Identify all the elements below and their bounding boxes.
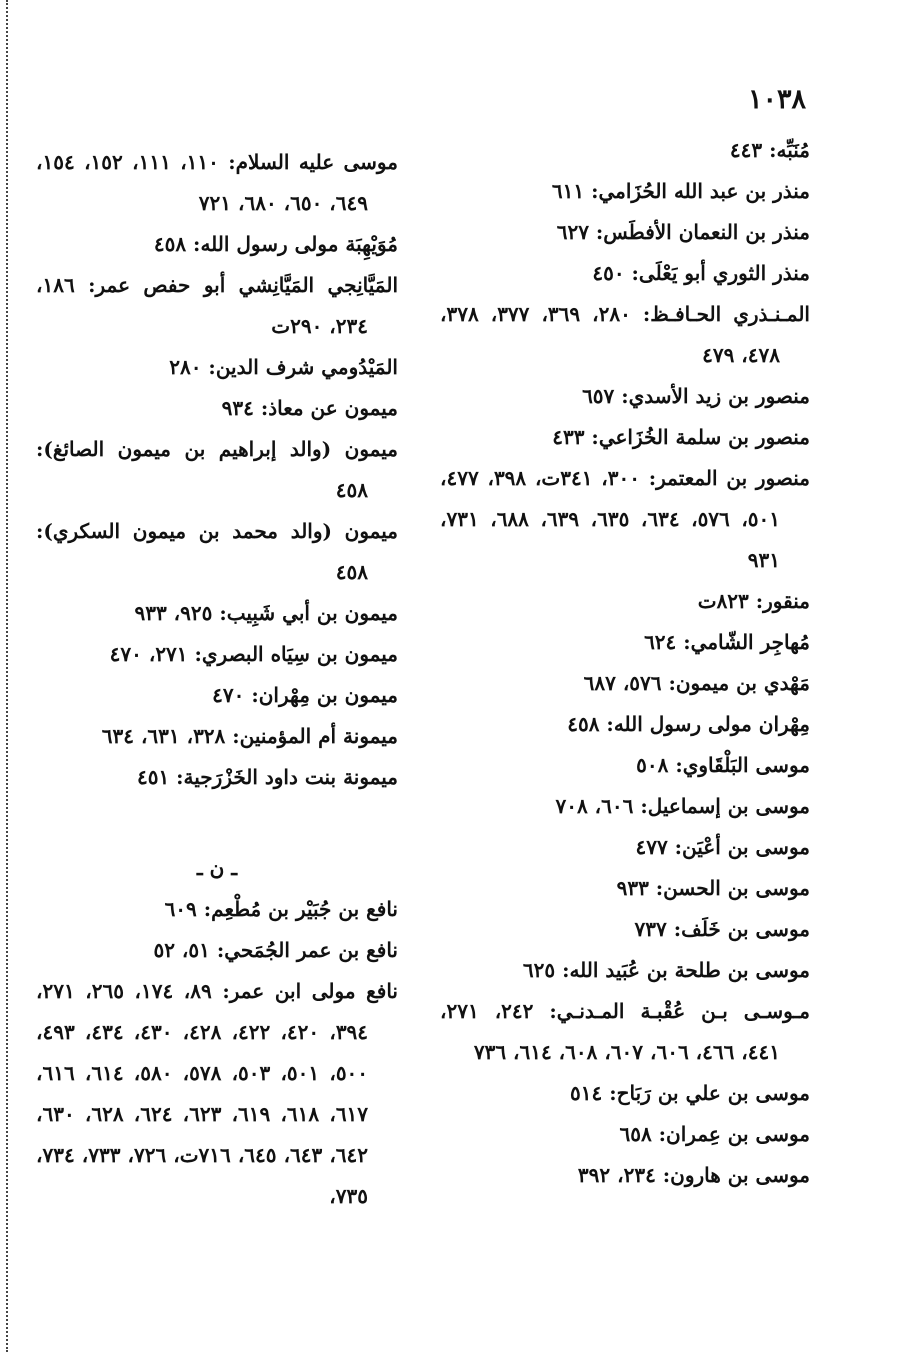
index-entry: مـوسـى بـن عُقْبـة المـدنـي: ٢٤٢، ٢٧١، ٤٤١، ٤٦٦، ٦٠٦، ٦٠٧، ٦٠٨، ٦١٤، ٧٣٦ — [440, 999, 810, 1064]
index-entry: منصور بن زيد الأسدي: ٦٥٧ — [582, 384, 810, 408]
index-entry: منصور بن المعتمر: ٣٠٠، ٣٤١ت، ٣٩٨، ٤٧٧، ٥٠١، ٥٧٦، ٦٣٤، ٦٣٥، ٦٣٩، ٦٨٨، ٧٣١، ٩٣١ — [440, 466, 811, 572]
index-entry: المَيْدُومي شرف الدين: ٢٨٠ — [169, 355, 398, 379]
index-entry: موسى بن أعْيَن: ٤٧٧ — [635, 835, 810, 859]
index-entry: موسى بن إسماعيل: ٦٠٦، ٧٠٨ — [555, 794, 810, 818]
left-index-column — [36, 142, 398, 1217]
page-number: ١٠٣٨ — [747, 84, 806, 115]
index-entry: ميمون بن أبي شَبِيب: ٩٢٥، ٩٣٣ — [134, 601, 398, 625]
section-spacer — [36, 798, 398, 838]
index-entry: موسى بن الحسن: ٩٣٣ — [616, 876, 810, 900]
index-entry: نافع مولى ابن عمر: ٨٩، ١٧٤، ٢٦٥، ٢٧١، ٣٩٤، ٤٢٠، ٤٢٢، ٤٢٨، ٤٣٠، ٤٣٤، ٤٩٣، ٥٠٠، ٥٠١، ٥٠٣، ٥٧٨، ٥٨٠، ٦١٤، ٦١٦، ٦١٧، ٦١٨، ٦١٩، ٦٢٣، ٦٢٤، ٦٢٨، ٦٣٠، ٦٤٢، ٦٤٣، ٦٤٥، ٧١٦ت، ٧٢٦، ٧٣٣، ٧٣٤، ٧٣٥، — [36, 979, 398, 1208]
index-entry: منذر بن النعمان الأفطَس: ٦٢٧ — [556, 220, 810, 244]
index-entry: منذر بن عبد الله الحُزَامي: ٦١١ — [551, 179, 810, 203]
index-entry: ميمون (والد محمد بن ميمون السكري): ٤٥٨ — [36, 519, 398, 584]
index-entry: ميمون بن مِهْران: ٤٧٠ — [212, 683, 398, 707]
index-entry: نافع بن عمر الجُمَحي: ٥١، ٥٢ — [153, 938, 398, 962]
page-edge-dots — [6, 0, 12, 1352]
index-entry: نافع بن جُبَيْر بن مُطْعِم: ٦٠٩ — [164, 897, 398, 921]
section-letter-heading: ـ ن ـ — [196, 856, 238, 880]
index-entry: منصور بن سلمة الخُزَاعي: ٤٣٣ — [552, 425, 810, 449]
index-entry: ميمون (والد إبراهيم بن ميمون الصائغ): ٤٥٨ — [36, 437, 398, 502]
index-entry: ميمون بن سِيَاه البصري: ٢٧١، ٤٧٠ — [109, 642, 398, 666]
index-entry: موسى بن خَلَف: ٧٣٧ — [634, 917, 810, 941]
index-entry: مُوَيْهِبَة مولى رسول الله: ٤٥٨ — [153, 232, 398, 256]
index-entry: مُنَبِّه: ٤٤٣ — [729, 138, 810, 162]
index-entry: مَهْدي بن ميمون: ٥٧٦، ٦٨٧ — [583, 671, 810, 695]
index-entry: موسى البَلْقَاوي: ٥٠٨ — [636, 753, 810, 777]
right-index-column — [440, 130, 810, 1196]
index-entry: موسى بن علي بن رَبَاح: ٥١٤ — [570, 1081, 810, 1105]
index-entry: موسى بن طلحة بن عُبَيد الله: ٦٢٥ — [522, 958, 810, 982]
index-entry: مُهاجِر الشّامي: ٦٢٤ — [644, 630, 810, 654]
index-entry: منذر الثوري أبو يَعْلَى: ٤٥٠ — [592, 261, 810, 285]
index-entry: ميمون عن معاذ: ٩٣٤ — [221, 396, 398, 420]
index-entry: منقور: ٨٢٣ت — [697, 589, 810, 613]
index-entry: ميمونة بنت داود الخَزْرَجية: ٤٥١ — [136, 765, 398, 789]
index-entry: المَيَّانِجي المَيَّانِشي أبو حفص عمر: ١٨٦، ٢٣٤، ٢٩٠ت — [36, 273, 398, 338]
index-entry: مِهْران مولى رسول الله: ٤٥٨ — [567, 712, 810, 736]
index-entry: موسى بن هارون: ٢٣٤، ٣٩٢ — [577, 1163, 810, 1187]
index-entry: المـنـذري الحـافـظ: ٢٨٠، ٣٦٩، ٣٧٧، ٣٧٨، ٤٧٨، ٤٧٩ — [440, 302, 810, 367]
index-entry: موسى عليه السلام: ١١٠، ١١١، ١٥٢، ١٥٤، ٦٤٩، ٦٥٠، ٦٨٠، ٧٢١ — [36, 150, 398, 215]
index-entry: ميمونة أم المؤمنين: ٣٢٨، ٦٣١، ٦٣٤ — [101, 724, 398, 748]
index-entry: موسى بن عِمران: ٦٥٨ — [619, 1122, 810, 1146]
